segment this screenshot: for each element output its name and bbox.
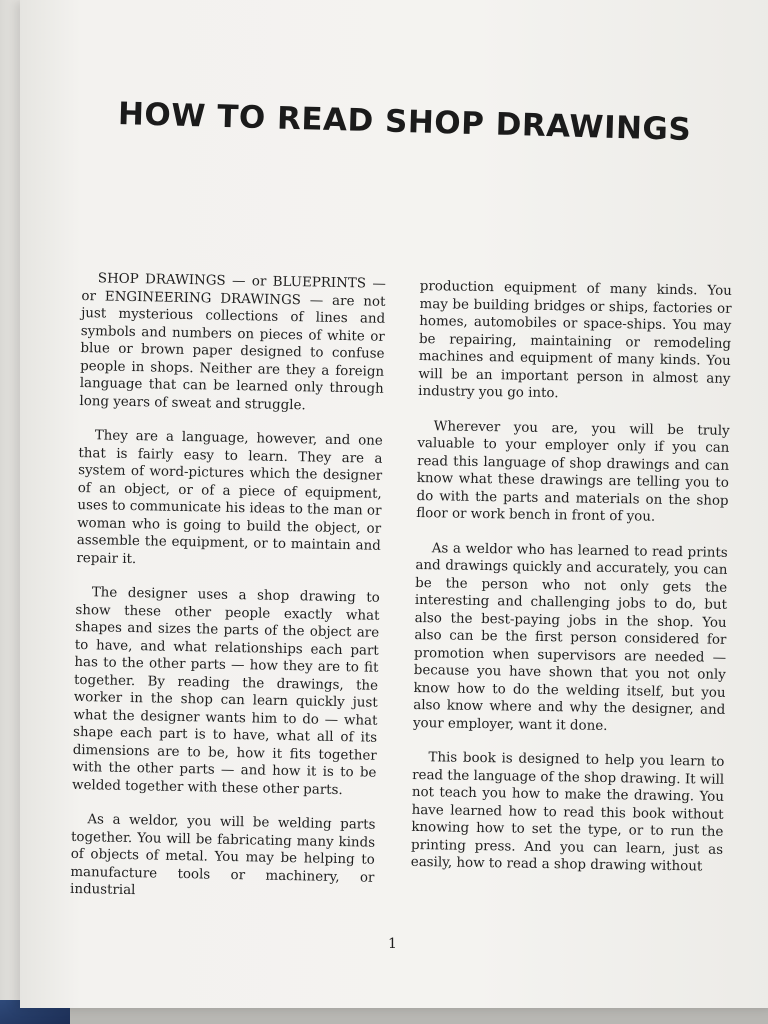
paragraph: As a weldor who has learned to read prints and drawings quickly and accurately, you can be the person who not only gets the interesting and challenging jobs to do, but also the best-paying jobs in the shop. You also can be the first person considered for promotion when supervisors are needed — because you have shown that you not only know how to do the welding itself, but you also know where and why the designer, and your employer, want it done. [412, 540, 728, 734]
paragraph: production equipment of many kinds. You may be building bridges or ships, factories or homes, automobiles or space-ships. You may be repairing, maintaining or remodeling machines and equipment of many kinds. You will be an important person in almost any industry you go into. [418, 278, 732, 402]
paragraph: This book is designed to help you learn to read the language of the shop drawing. It will not teach you how to make the drawing. You have learned how to read this book without knowing how to set the type, or to run the printing press. And you can learn, just as easily, how to read a shop drawing without [410, 750, 725, 875]
page-number: 1 [388, 936, 397, 952]
book-page [20, 0, 768, 1008]
paragraph: They are a language, however, and one that is fairly easy to learn. They are a system of word-pictures which the designer of an object, or of a piece of equipment, uses to communicate his ideas to the man or woman who is going to build the object, or assemble the equipment, or to maintain and repair it. [76, 428, 383, 567]
left-column [70, 270, 386, 904]
paragraph: The designer uses a shop drawing to show these other people exactly what shapes and sizes the parts of the object are to have, and what relationships each part has to the other parts — how they are to fit together. By reading the drawings, the worker in the shop can learn quickly just what the designer wants him to do — what shape each part is to have, what all of its dimensions are to be, how it fits together with the other parts — and how it is to be welded together with these other parts. [71, 585, 380, 798]
right-column [411, 278, 732, 876]
paragraph: Wherever you are, you will be truly valuable to your employer only if you can read this language of shop drawings and can know what these drawings are telling you to do with the parts and materials on the shop floor or work bench in front of you. [416, 418, 730, 525]
page-content [20, 0, 768, 1008]
page-title: HOW TO READ SHOP DRAWINGS [117, 96, 692, 149]
paragraph: As a weldor, you will be welding parts together. You will be fabricating many kinds of objects of metal. You may be helping to manufacture tools or machinery, or industrial [69, 812, 376, 899]
paragraph: SHOP DRAWINGS — or BLUEPRINTS — or ENGINEERING DRAWINGS — are not just mysterious collections of lines and symbols and numbers on pieces of white or blue or brown paper designed to confuse people in shops. Neither are they a foreign language that can be learned only through long years of sweat and struggle. [79, 271, 386, 413]
